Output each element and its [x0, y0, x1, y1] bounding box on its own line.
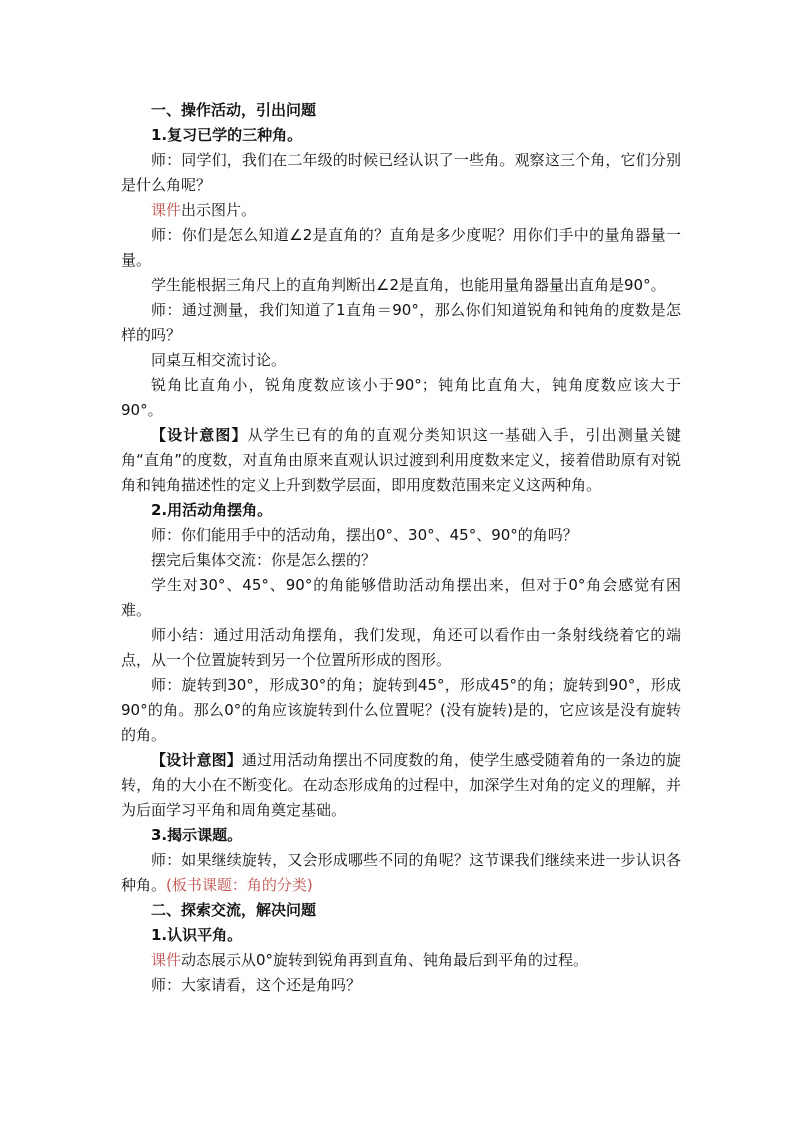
paragraph-13 — [121, 848, 681, 898]
paragraph-11: 师小结：通过用活动角摆角，我们发现，角还可以看作由一条射线绕着它的端点，从一个位置旋转到另一个位置所形成的图形。 — [121, 626, 681, 669]
item-heading-1: 1.复习已学的三种角。 — [151, 126, 303, 144]
paragraph-2-text: 出示图片。 — [181, 201, 257, 219]
item-heading-4: 1.认识平角。 — [151, 926, 243, 944]
section-heading-1: 一、操作活动，引出问题 — [151, 101, 317, 119]
courseware-label: 课件 — [151, 951, 182, 969]
design-intent-2 — [121, 748, 681, 823]
design-intent-2-text: 通过用活动角摆出不同度数的角，使学生感受随着角的一条边的旋转，角的大小在不断变化。在动态形成角的过程中，加深学生对角的定义的理解，并为后面学习平角和周角奠定基础。 — [121, 751, 681, 819]
paragraph-6: 同桌互相交流讨论。 — [151, 351, 287, 369]
paragraph-10: 学生对30°、45°、90°的角能够借助活动角摆出来，但对于0°角会感觉有困难。 — [121, 576, 681, 619]
paragraph-4: 学生能根据三角尺上的直角判断出∠2是直角，也能用量角器量出直角是90°。 — [151, 276, 666, 294]
paragraph-5: 师：通过测量，我们知道了1直角＝90°，那么你们知道锐角和钝角的度数是怎样的吗？ — [121, 301, 681, 344]
paragraph-15: 师：大家请看，这个还是角吗？ — [151, 976, 362, 994]
paragraph-2 — [121, 198, 681, 223]
paragraph-7: 锐角比直角小，锐角度数应该小于90°；钝角比直角大，钝角度数应该大于90°。 — [121, 376, 681, 419]
item-heading-3: 3.揭示课题。 — [151, 826, 243, 844]
paragraph-3: 师：你们是怎么知道∠2是直角的？直角是多少度呢？用你们手中的量角器量一量。 — [121, 226, 681, 269]
item-heading-2: 2.用活动角摆角。 — [151, 501, 273, 519]
section-heading-2: 二、探索交流，解决问题 — [151, 901, 317, 919]
paragraph-13-text: 师：如果继续旋转，又会形成哪些不同的角呢？这节课我们继续来进一步认识各种角。 — [121, 851, 681, 894]
paragraph-8: 师：你们能用手中的活动角，摆出0°、30°、45°、90°的角吗？ — [151, 526, 578, 544]
paragraph-1: 师：同学们，我们在二年级的时候已经认识了一些角。观察这三个角，它们分别是什么角呢？ — [121, 151, 681, 194]
paragraph-9: 摆完后集体交流：你是怎么摆的？ — [151, 551, 377, 569]
design-intent-1 — [121, 423, 681, 498]
lesson-content — [121, 98, 681, 998]
design-intent-label: 【设计意图】 — [151, 751, 242, 769]
paragraph-12: 师：旋转到30°，形成30°的角；旋转到45°，形成45°的角；旋转到90°，形成90°的角。那么0°的角应该旋转到什么位置呢？(没有旋转)是的，它应该是没有旋转的角。 — [121, 676, 681, 744]
board-title-note: (板书课题：角的分类) — [166, 876, 313, 894]
design-intent-1-text: 从学生已有的角的直观分类知识这一基础入手，引出测量关键角“直角”的度数，对直角由原来直观认识过渡到利用度数来定义，接着借助原有对锐角和钝角描述性的定义上升到数学层面，即用度数范围来定义这两种角。 — [121, 426, 681, 494]
courseware-label: 课件 — [151, 201, 182, 219]
paragraph-14 — [121, 948, 681, 973]
paragraph-14-text: 动态展示从0°旋转到锐角再到直角、钝角最后到平角的过程。 — [181, 951, 589, 969]
design-intent-label: 【设计意图】 — [151, 426, 248, 444]
